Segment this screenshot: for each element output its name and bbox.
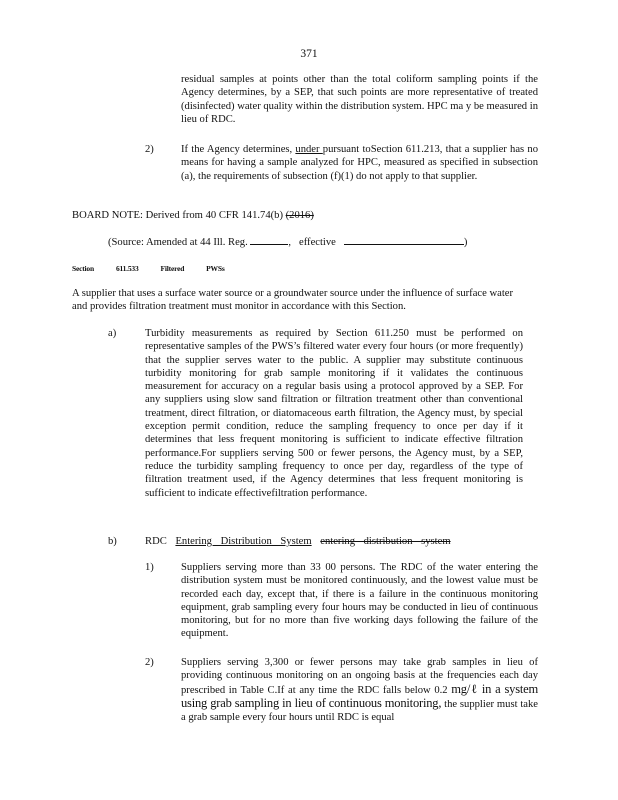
item-b2-label: 2)	[145, 657, 154, 668]
continued-paragraph-text: residual samples at points other than the total coliform sampling points if the Agency determines, by a SEP, that such points are more representative of treated (disinfected) water quality within the distribution system. HPC ma y be measured in lieu of RDC.	[181, 74, 538, 125]
board-note	[72, 209, 372, 222]
page-number: 371	[300, 48, 318, 60]
item-b1-text: Suppliers serving more than 33 00 persons. The RDC of the water entering the distribution system must be monitored continuously, and the lowest value must be recorded each day, except that, if there is a failure in the continuous monitoring equipment, grab sampling every four hours may be conducted in lieu of continuous monitoring, but for no more than five working days following the failure of the equipment.	[181, 562, 538, 640]
board-note-struck: (2016)	[285, 210, 314, 221]
subsection-a-text: Turbidity measurements as required by Section 611.250 must be performed on representative samples of the PWS’s filtered water every four hours (or more frequently) that the supplier serves water to the public. A supplier may substitute continuous turbidity monitoring for grab sample monitoring if it validates the continuous measurement for accuracy on a regular basis using a protocol approved by a SEP. For any suppliers using slow sand filtration or filtration treatment other than conventional treatment, direct filtration, or diatomaceous earth filtration, the Agency must, by special exception permit condition, reduce the sampling frequency to once per day if it determines that less frequent monitoring is sufficient to indicate effective filtration performance.For suppliers serving 500 or fewer persons, the Agency must, by a SEP, reduce the turbidity sampling frequency to once per day, regardless of the type of filtration treatment used, if the Agency determines that less frequent monitoring is sufficient to indicate effectivefiltration performance.	[145, 328, 523, 499]
source-note	[108, 235, 528, 249]
item-b2-post: the supplier must take a grab sample every four hours until RDC is equal	[181, 698, 539, 724]
section-heading	[72, 262, 247, 275]
item-b2-pre: Suppliers serving 3,300 or fewer persons may take grab samples in lieu of providing continuous monitoring on an ongoing basis at the frequencies each day prescribed in Table C.If at any time the RDC falls below 0.2	[181, 657, 538, 696]
subsection-a-paragraph	[145, 327, 523, 500]
source-open: (Source: Amended at 44 Ill. Reg.	[108, 237, 248, 248]
section-title-2: PWSs	[206, 264, 225, 273]
source-close: )	[463, 237, 468, 248]
item-b2-big: mg/ℓ in a system using grab sampling in lieu of continuous monitoring,	[181, 681, 539, 710]
board-note-text: BOARD NOTE: Derived from 40 CFR 141.74(b)	[72, 210, 286, 221]
subsection-b-underlined: Entering Distribution System	[175, 536, 312, 547]
item-b1-paragraph	[181, 561, 538, 641]
item-b2-paragraph	[181, 656, 538, 724]
source-effective: effective	[299, 237, 336, 248]
subsection-b-heading	[145, 535, 525, 548]
item-2-paragraph	[181, 143, 538, 183]
section-title-1: Filtered	[160, 264, 185, 273]
intro-text: A supplier that uses a surface water source or a groundwater source under the influence of surface water and provides filtration treatment must monitor in accordance with this Section.	[72, 288, 513, 313]
section-number: 611.533	[115, 264, 139, 273]
item-2-label: 2)	[145, 144, 154, 155]
item-2-post: pursuant toSection 611.213, that a supplier has no means for having a sample analyzed for HPC, measured as specified in subsection (a), the requirements of subsection (f)(1) do not apply to that supplier.	[181, 144, 538, 182]
source-blank-1	[250, 235, 288, 245]
source-comma: ,	[288, 237, 292, 248]
item-b1-label: 1)	[145, 562, 154, 573]
item-2-pre: If the Agency determines,	[181, 144, 296, 155]
intro-paragraph	[72, 287, 513, 314]
subsection-b-pre: RDC	[145, 536, 176, 547]
source-blank-2	[344, 235, 464, 245]
subsection-a-label: a)	[108, 328, 117, 339]
item-2-underlined: under	[295, 144, 323, 155]
continued-paragraph	[181, 73, 538, 126]
section-word: Section	[72, 264, 94, 273]
subsection-b-label: b)	[108, 536, 117, 547]
subsection-b-struck: entering distribution system	[320, 536, 451, 547]
